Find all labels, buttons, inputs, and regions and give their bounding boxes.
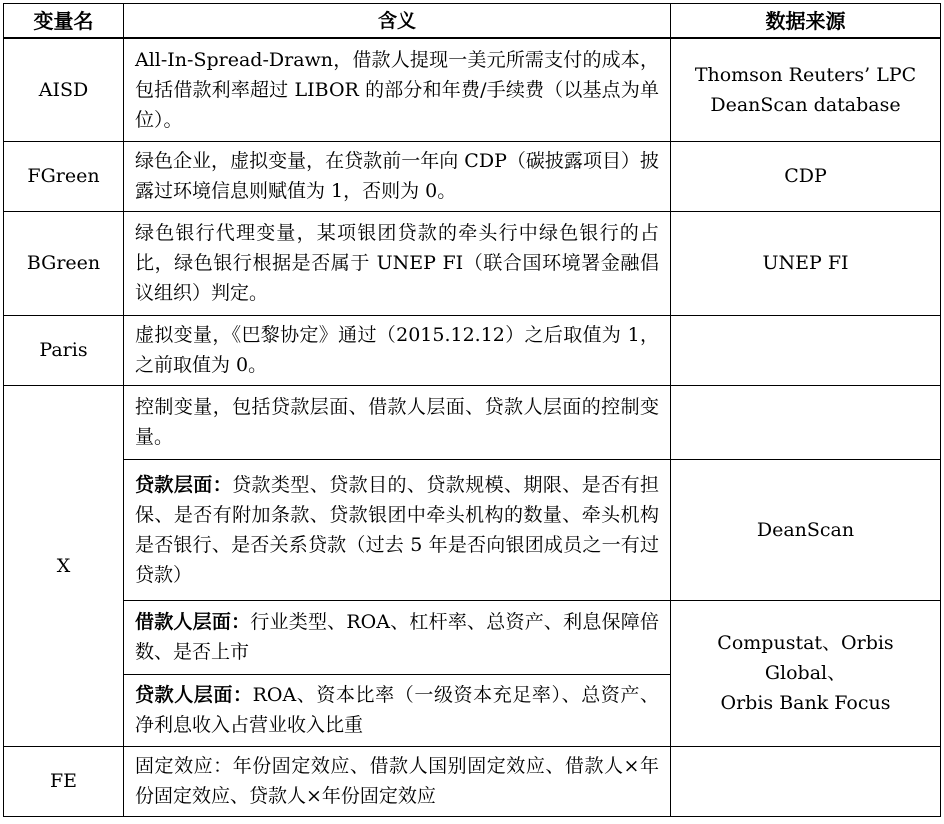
variable-name: BGreen (4, 211, 124, 315)
variable-meaning (124, 600, 671, 674)
table-row-paris (4, 315, 941, 385)
table-header-row (4, 4, 941, 39)
subgroup-label: 贷款人层面： (135, 684, 253, 706)
source-line: Compustat、Orbis Global、 (717, 632, 894, 684)
subgroup-label: 贷款层面： (135, 473, 233, 496)
variable-meaning: All-In-Spread-Drawn，借款人提现一美元所需支付的成本，包括借款利率超过 LIBOR 的部分和年费/手续费（以基点为单位）。 (124, 38, 671, 141)
source-line: Orbis Bank Focus (720, 692, 891, 714)
subgroup-text: 贷款类型、贷款目的、贷款规模、期限、是否有担保、是否有附加条款、贷款银团中牵头机构的数量、牵头机构是否银行、是否关系贷款（过去 5 年是否向银团成员之一有过贷款） (135, 473, 659, 586)
variable-name: Paris (4, 315, 124, 385)
variable-meaning: 固定效应：年份固定效应、借款人国别固定效应、借款人×年份固定效应、贷款人×年份固定效应 (124, 746, 671, 816)
table-row-x-intro (4, 385, 941, 459)
subgroup-text: ROA、资本比率（一级资本充足率）、总资产、净利息收入占营业收入比重 (135, 684, 659, 736)
variable-source (671, 315, 941, 385)
variable-meaning: 虚拟变量，《巴黎协定》通过（2015.12.12）之后取值为 1，之前取值为 0。 (124, 315, 671, 385)
variable-name: AISD (4, 38, 124, 141)
variable-meaning (124, 459, 671, 600)
variable-name: FGreen (4, 141, 124, 211)
source-line: Thomson Reuters’ LPC (694, 63, 917, 86)
table-row-aisd (4, 38, 941, 141)
variable-source: UNEP FI (671, 211, 941, 315)
subgroup-label: 借款人层面： (135, 611, 251, 633)
variable-meaning: 绿色银行代理变量，某项银团贷款的牵头行中绿色银行的占比，绿色银行根据是否属于 UNEP FI（联合国环境署金融倡议组织）判定。 (124, 211, 671, 315)
header-data-source: 数据来源 (671, 4, 941, 39)
source-line: DeanScan database (710, 93, 901, 116)
variable-definition-table (3, 3, 941, 817)
variable-meaning: 绿色企业，虚拟变量，在贷款前一年向 CDP（碳披露项目）披露过环境信息则赋值为 1，否则为 0。 (124, 141, 671, 211)
header-variable-name: 变量名 (4, 4, 124, 39)
header-meaning: 含义 (124, 4, 671, 39)
variable-source (671, 746, 941, 816)
variable-source: DeanScan (671, 459, 941, 600)
table-row-fgreen (4, 141, 941, 211)
table-row-bgreen (4, 211, 941, 315)
table-row-x-loan (4, 459, 941, 600)
variable-source (671, 38, 941, 141)
variable-source-empty (671, 385, 941, 459)
variable-source (671, 600, 941, 746)
table-row-x-borrower (4, 600, 941, 674)
subgroup-text: 行业类型、ROA、杠杆率、总资产、利息保障倍数、是否上市 (135, 611, 659, 663)
variable-meaning: 控制变量，包括贷款层面、借款人层面、贷款人层面的控制变量。 (124, 385, 671, 459)
variable-name: FE (4, 746, 124, 816)
variable-meaning (124, 674, 671, 746)
table-row-fe (4, 746, 941, 816)
variable-source: CDP (671, 141, 941, 211)
variable-name: X (4, 385, 124, 746)
